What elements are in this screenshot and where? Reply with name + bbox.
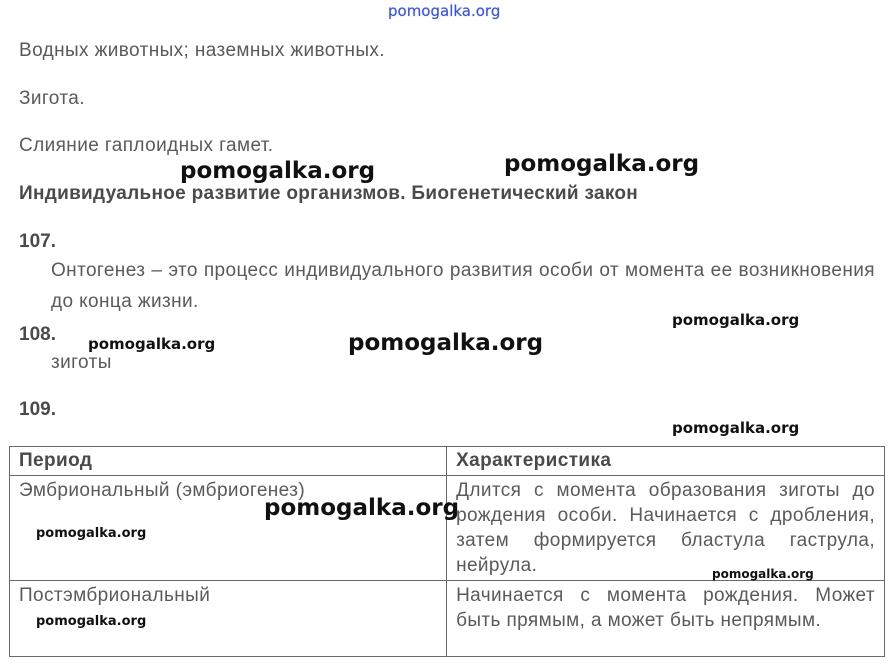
table-header-row	[10, 447, 885, 476]
watermark: pomogalka.org	[348, 330, 544, 356]
watermark: pomogalka.org	[504, 151, 700, 177]
watermark: pomogalka.org	[180, 158, 376, 184]
watermark: pomogalka.org	[712, 567, 814, 581]
watermark: pomogalka.org	[36, 526, 147, 541]
watermark: pomogalka.org	[88, 335, 216, 353]
question-number-109: 109.	[19, 399, 56, 420]
question-107-answer: Онтогенез – это процесс индивидуального развития особи от момента ее возникновения до конца жизни.	[51, 260, 875, 312]
table-cell-period: Постэмбриональный	[10, 581, 447, 657]
answer-line-gamete-fusion: Слияние гаплоидных гамет.	[19, 135, 274, 156]
table-header-period: Период	[10, 447, 447, 476]
question-number-108: 108.	[19, 324, 56, 345]
answer-line-zygote: Зигота.	[19, 88, 85, 109]
question-number-107: 107.	[19, 231, 56, 252]
watermark: pomogalka.org	[672, 311, 800, 329]
question-108-answer: зиготы	[51, 352, 112, 373]
table-cell-period: Эмбриональный (эмбриогенез)	[10, 476, 447, 581]
watermark: pomogalka.org	[36, 614, 147, 629]
answer-line-aquatic-terrestrial: Водных животных; наземных животных.	[19, 40, 385, 61]
watermark: pomogalka.org	[264, 495, 460, 521]
watermark-top[interactable]: pomogalka.org	[388, 2, 501, 20]
section-heading: Индивидуальное развитие организмов. Биогенетический закон	[19, 183, 639, 204]
watermark: pomogalka.org	[672, 419, 800, 437]
table-cell-description: Длится с момента образования зиготы до рождения особи. Начинается с дробления, затем формируется бластула гаструла, нейрула.	[447, 476, 885, 581]
table-cell-description: Начинается с момента рождения. Может быть прямым, а может быть непрямым.	[447, 581, 885, 657]
table-header-characteristic: Характеристика	[447, 447, 885, 476]
